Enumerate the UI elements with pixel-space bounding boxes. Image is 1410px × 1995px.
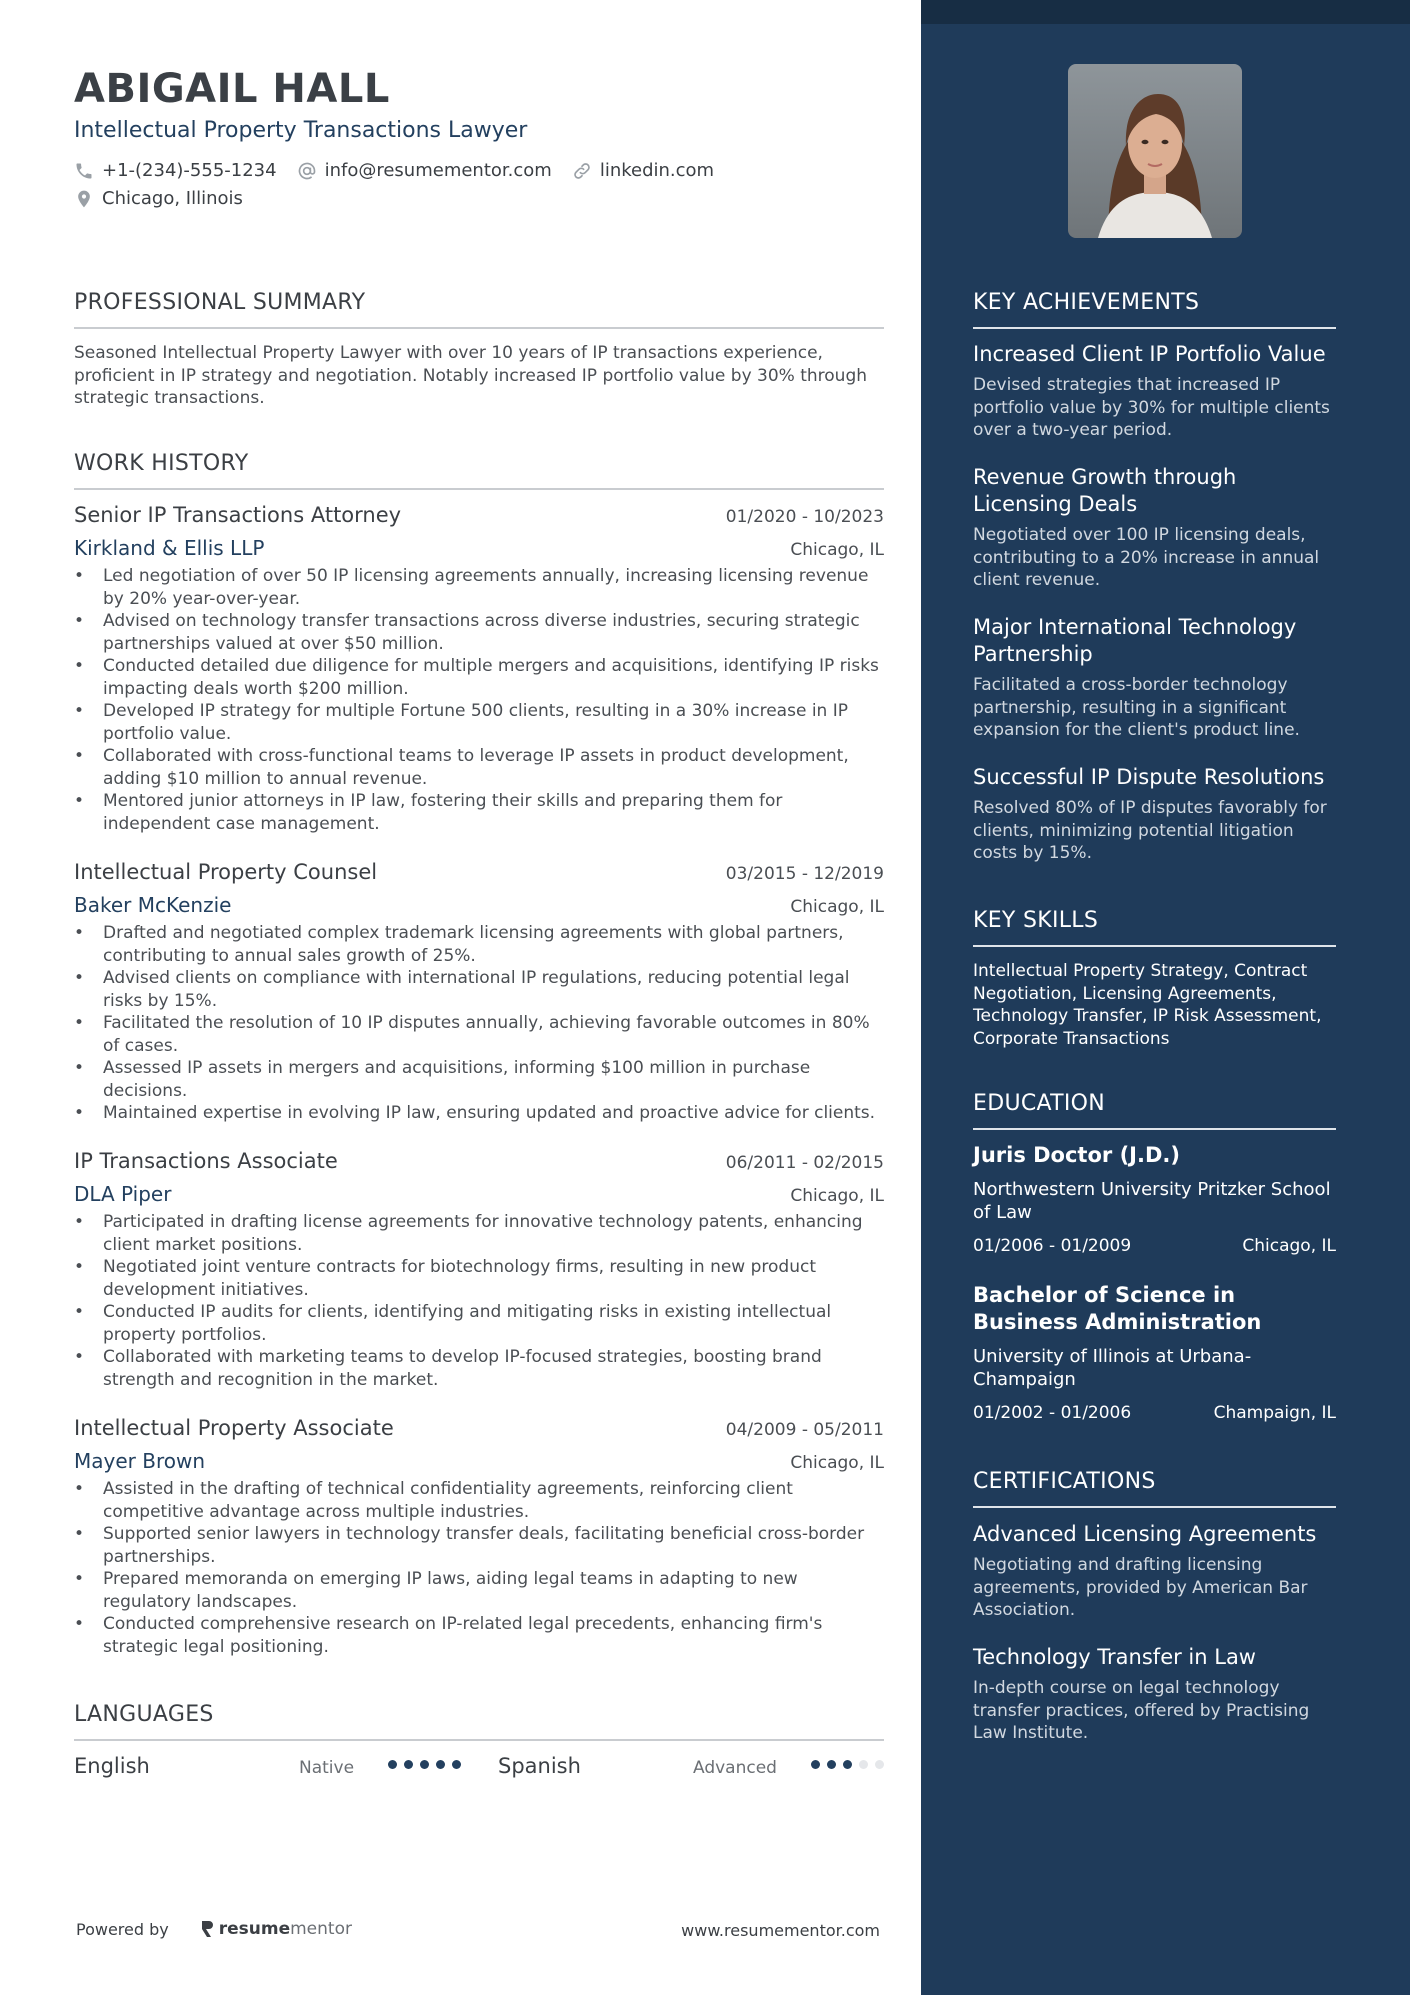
achievement-desc: Resolved 80% of IP disputes favorably for clients, minimizing potential litigation costs by 15%. — [973, 798, 1327, 863]
job-bullets — [74, 1478, 884, 1658]
education-dates: 01/2006 - 01/2009 — [973, 1236, 1132, 1256]
at-icon — [297, 161, 317, 181]
language-rating — [388, 1760, 468, 1769]
rating-dot-filled — [843, 1760, 852, 1769]
achievement-title: Successful IP Dispute Resolutions — [973, 765, 1325, 789]
website-link[interactable]: www.resumementor.com — [681, 1921, 880, 1940]
job-bullets — [74, 922, 884, 1125]
job-entry — [74, 1149, 884, 1391]
achievement-desc: Negotiated over 100 IP licensing deals, contributing to a 20% increase in annual client revenue. — [973, 525, 1320, 590]
candidate-role: Intellectual Property Transactions Lawyer — [74, 118, 528, 143]
email-contact[interactable] — [297, 160, 552, 181]
skills-heading: KEY SKILLS — [973, 908, 1336, 947]
job-company: Mayer Brown — [74, 1449, 206, 1473]
job-bullet: • Drafted and negotiated complex trademark licensing agreements with global partners, contributing to annual sales growth of 25%. — [74, 922, 884, 967]
location-text: Chicago, Illinois — [102, 188, 243, 209]
education-degree: Bachelor of Science in Business Administration — [973, 1283, 1262, 1334]
achievements-heading: KEY ACHIEVEMENTS — [973, 290, 1336, 329]
rating-dot-filled — [436, 1760, 445, 1769]
location-row — [74, 188, 263, 209]
linkedin-contact[interactable] — [572, 160, 714, 181]
job-bullet: • Prepared memoranda on emerging IP laws, aiding legal teams in adapting to new regulatory landscapes. — [74, 1568, 884, 1613]
job-bullet: • Assisted in the drafting of technical confidentiality agreements, reinforcing client competitive advantage across multiple industries. — [74, 1478, 884, 1523]
rating-dot-filled — [811, 1760, 820, 1769]
education-school: Northwestern University Pritzker School of Law — [973, 1179, 1331, 1223]
education-dates: 01/2002 - 01/2006 — [973, 1403, 1132, 1423]
rating-dot-filled — [388, 1760, 397, 1769]
languages-heading: LANGUAGES — [74, 1702, 884, 1741]
job-dates: 01/2020 - 10/2023 — [725, 507, 884, 527]
achievement-item — [973, 464, 1336, 592]
job-entry — [74, 1416, 884, 1658]
resumementor-logo[interactable] — [199, 1919, 352, 1939]
job-bullet: • Collaborated with marketing teams to develop IP-focused strategies, boosting brand strength and recognition in the market. — [74, 1346, 884, 1391]
language-level: Advanced — [693, 1758, 777, 1778]
rating-dot-empty — [859, 1760, 868, 1769]
job-bullet: • Conducted detailed due diligence for multiple mergers and acquisitions, identifying IP risks impacting deals worth $200 million. — [74, 655, 884, 700]
job-location: Chicago, IL — [790, 1453, 884, 1473]
powered-by-label: Powered by — [76, 1919, 169, 1939]
sidebar — [921, 0, 1410, 1995]
job-company: Baker McKenzie — [74, 893, 232, 917]
job-location: Chicago, IL — [790, 1186, 884, 1206]
job-location: Chicago, IL — [790, 897, 884, 917]
phone-text: +1-(234)-555-1234 — [102, 160, 277, 181]
job-bullet: • Advised clients on compliance with international IP regulations, reducing potential legal risks by 15%. — [74, 967, 884, 1012]
profile-photo — [1068, 64, 1242, 238]
job-bullet: • Participated in drafting license agreements for innovative technology patents, enhancing client market positions. — [74, 1211, 884, 1256]
job-bullets — [74, 1211, 884, 1391]
powered-by — [76, 1919, 352, 1939]
language-rating — [811, 1760, 891, 1769]
job-bullet: • Assessed IP assets in mergers and acquisitions, informing $100 million in purchase decisions. — [74, 1057, 884, 1102]
job-bullet: • Facilitated the resolution of 10 IP disputes annually, achieving favorable outcomes in 80% of cases. — [74, 1012, 884, 1057]
job-bullet: • Conducted IP audits for clients, identifying and mitigating risks in existing intellectual property portfolios. — [74, 1301, 884, 1346]
candidate-name: ABIGAIL HALL — [74, 66, 390, 112]
linkedin-text: linkedin.com — [599, 160, 715, 181]
job-entry — [74, 503, 884, 835]
education-location: Chicago, IL — [1242, 1236, 1336, 1256]
job-bullet: • Collaborated with cross-functional teams to leverage IP assets in product development, adding $10 million to annual revenue. — [74, 745, 884, 790]
certification-item — [973, 1521, 1336, 1622]
phone-icon — [74, 161, 94, 181]
job-bullets — [74, 565, 884, 835]
job-bullet: • Developed IP strategy for multiple Fortune 500 clients, resulting in a 30% increase in IP portfolio value. — [74, 700, 884, 745]
rating-dot-filled — [452, 1760, 461, 1769]
job-bullet: • Maintained expertise in evolving IP law, ensuring updated and proactive advice for clients. — [74, 1102, 884, 1125]
logo-bold-text: resume — [218, 1919, 291, 1939]
language-name: Spanish — [498, 1754, 581, 1778]
job-company: Kirkland & Ellis LLP — [74, 536, 265, 560]
achievement-desc: Devised strategies that increased IP portfolio value by 30% for multiple clients over a two-year period. — [973, 375, 1330, 440]
job-company: DLA Piper — [74, 1182, 172, 1206]
education-item — [973, 1282, 1336, 1423]
summary-text: Seasoned Intellectual Property Lawyer with over 10 years of IP transactions experience, proficient in IP strategy and negotiation. Notably increased IP portfolio value by 30% through strategic transactions. — [74, 343, 868, 408]
sidebar-top-band — [921, 0, 1410, 24]
certifications-heading: CERTIFICATIONS — [973, 1469, 1336, 1508]
certification-desc: In-depth course on legal technology transfer practices, offered by Practising Law Institute. — [973, 1678, 1310, 1743]
rating-dot-filled — [827, 1760, 836, 1769]
logo-light-text: mentor — [290, 1919, 352, 1939]
language-level: Native — [299, 1758, 355, 1778]
education-degree: Juris Doctor (J.D.) — [973, 1143, 1180, 1167]
achievement-item — [973, 341, 1336, 442]
rating-dot-filled — [420, 1760, 429, 1769]
phone-contact — [74, 160, 277, 181]
contact-row — [74, 160, 734, 181]
job-bullet: • Advised on technology transfer transactions across diverse industries, securing strategic partnerships valued at over $50 million. — [74, 610, 884, 655]
languages-row — [74, 1754, 884, 1784]
logo-mark-icon — [199, 1919, 215, 1939]
job-bullet: • Conducted comprehensive research on IP-related legal precedents, enhancing firm's strategic legal positioning. — [74, 1613, 884, 1658]
job-bullet: • Negotiated joint venture contracts for biotechnology firms, resulting in new product development initiatives. — [74, 1256, 884, 1301]
job-dates: 03/2015 - 12/2019 — [725, 864, 884, 884]
achievement-desc: Facilitated a cross-border technology partnership, resulting in a significant expansion for the client's product line. — [973, 675, 1300, 740]
job-title: Intellectual Property Associate — [74, 1416, 394, 1440]
email-text: info@resumementor.com — [324, 160, 552, 181]
education-item — [973, 1142, 1336, 1256]
summary-heading: PROFESSIONAL SUMMARY — [74, 290, 884, 329]
job-dates: 06/2011 - 02/2015 — [725, 1153, 884, 1173]
education-school: University of Illinois at Urbana-Champaign — [973, 1346, 1252, 1390]
rating-dot-filled — [404, 1760, 413, 1769]
job-bullet: • Mentored junior attorneys in IP law, fostering their skills and preparing them for independent case management. — [74, 790, 884, 835]
skills-text: Intellectual Property Strategy, Contract Negotiation, Licensing Agreements, Technology Transfer, IP Risk Assessment, Corporate Transactions — [973, 961, 1322, 1049]
certification-desc: Negotiating and drafting licensing agreements, provided by American Bar Association. — [973, 1555, 1308, 1620]
location-contact — [74, 188, 243, 209]
language-name: English — [74, 1754, 150, 1778]
achievement-title: Increased Client IP Portfolio Value — [973, 342, 1326, 366]
work-history-heading: WORK HISTORY — [74, 451, 884, 490]
achievement-item — [973, 764, 1336, 865]
education-location: Champaign, IL — [1213, 1403, 1336, 1423]
rating-dot-empty — [875, 1760, 884, 1769]
certification-item — [973, 1644, 1336, 1745]
location-pin-icon — [74, 189, 94, 209]
job-location: Chicago, IL — [790, 540, 884, 560]
achievement-title: Revenue Growth through Licensing Deals — [973, 465, 1237, 516]
job-bullet: • Led negotiation of over 50 IP licensing agreements annually, increasing licensing revenue by 20% year-over-year. — [74, 565, 884, 610]
job-title: IP Transactions Associate — [74, 1149, 338, 1173]
main-column — [74, 0, 884, 1995]
job-entry — [74, 860, 884, 1125]
job-dates: 04/2009 - 05/2011 — [725, 1420, 884, 1440]
achievement-title: Major International Technology Partnership — [973, 615, 1297, 666]
link-icon — [572, 161, 592, 181]
job-bullet: • Supported senior lawyers in technology transfer deals, facilitating beneficial cross-border partnerships. — [74, 1523, 884, 1568]
job-title: Intellectual Property Counsel — [74, 860, 378, 884]
education-heading: EDUCATION — [973, 1091, 1336, 1130]
certification-title: Advanced Licensing Agreements — [973, 1522, 1317, 1546]
achievement-item — [973, 614, 1336, 742]
certification-title: Technology Transfer in Law — [973, 1645, 1256, 1669]
job-title: Senior IP Transactions Attorney — [74, 503, 402, 527]
